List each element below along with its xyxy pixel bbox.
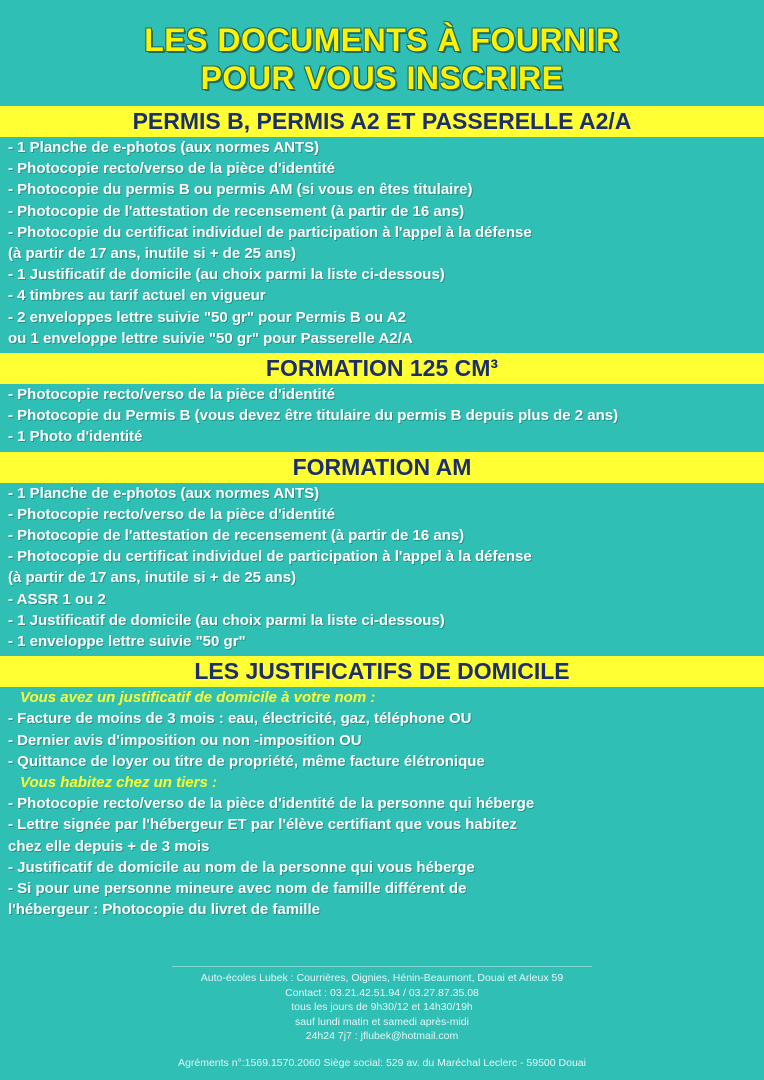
list-item: - Photocopie du permis B ou permis AM (si vous en êtes titulaire) <box>8 181 473 199</box>
list-item: - ASSR 1 ou 2 <box>8 590 106 608</box>
list-item: - Photocopie de l'attestation de recensement (à partir de 16 ans) <box>8 202 465 220</box>
list-item: - 4 timbres au tarif actuel en vigueur <box>8 287 266 305</box>
list-item: (à partir de 17 ans, inutile si + de 25 ans) <box>8 245 297 263</box>
footer-hours: tous les jours de 9h30/12 et 14h30/19h <box>291 1001 473 1013</box>
subheading-own-name: Vous avez un justificatif de domicile à votre nom : <box>20 689 376 707</box>
footer-contact: Contact : 03.21.42.51.94 / 03.27.87.35.08 <box>285 986 479 999</box>
list-item: - Photocopie recto/verso de la pièce d'identité <box>8 160 335 178</box>
list-item: - 1 Justificatif de domicile (au choix parmi la liste ci-dessous) <box>8 266 445 284</box>
footer-schools: Auto-écoles Lubek : Courrières, Oignies, Hénin-Beaumont, Douai et Arleux 59 <box>200 972 564 984</box>
list-item: l'hébergeur : Photocopie du livret de famille <box>8 901 320 919</box>
list-item: - Photocopie recto/verso de la pièce d'identité de la personne qui héberge <box>8 795 535 813</box>
list-item: - Photocopie du certificat individuel de participation à l'appel à la défense <box>8 223 532 241</box>
footer-agrements: Agréments n°:1569.1570.2060 Siège social: 529 av. du Maréchal Leclerc - 59500 Douai <box>178 1056 586 1069</box>
list-item: - 2 enveloppes lettre suivie "50 gr" pour Permis B ou A2 <box>8 308 406 326</box>
list-formation-am <box>0 483 764 653</box>
section-heading-justificatifs: LES JUSTIFICATIFS DE DOMICILE <box>0 656 764 687</box>
list-item: - Photocopie recto/verso de la pièce d'identité <box>8 386 335 404</box>
list-item: - Facture de moins de 3 mois : eau, électricité, gaz, téléphone OU <box>8 710 472 728</box>
list-item: chez elle depuis + de 3 mois <box>8 837 210 855</box>
title-line-2: POUR VOUS INSCRIRE <box>200 60 564 96</box>
section-heading-formation-am: FORMATION AM <box>0 452 764 483</box>
footer-email: 24h24 7j7 : jflubek@hotmail.com <box>305 1030 459 1042</box>
subheading-third-party: Vous habitez chez un tiers : <box>20 774 217 792</box>
list-item: ou 1 enveloppe lettre suivie "50 gr" pour Passerelle A2/A <box>8 329 413 347</box>
footer <box>0 966 764 1070</box>
list-item: - Quittance de loyer ou titre de propriété, même facture élétronique <box>8 752 485 770</box>
list-item: - Photocopie recto/verso de la pièce d'identité <box>8 505 335 523</box>
section-heading-formation-125: FORMATION 125 CM³ <box>0 353 764 384</box>
list-item: - 1 Justificatif de domicile (au choix parmi la liste ci-dessous) <box>8 611 445 629</box>
page-title <box>0 0 764 97</box>
footer-divider <box>172 966 592 967</box>
list-item: (à partir de 17 ans, inutile si + de 25 ans) <box>8 569 297 587</box>
list-item: - Photocopie du certificat individuel de participation à l'appel à la défense <box>8 548 532 566</box>
list-item: - Si pour une personne mineure avec nom de famille différent de <box>8 880 467 898</box>
list-item: - 1 enveloppe lettre suivie "50 gr" <box>8 633 246 651</box>
list-item: - 1 Planche de e-photos (aux normes ANTS) <box>8 139 320 156</box>
footer-hours-exception: sauf lundi matin et samedi après-midi <box>295 1015 469 1028</box>
list-justificatifs <box>0 687 764 920</box>
list-item: - Photocopie de l'attestation de recensement (à partir de 16 ans) <box>8 527 465 545</box>
list-item: - Dernier avis d'imposition ou non -imposition OU <box>8 731 362 749</box>
list-item: - Photocopie du Permis B (vous devez être titulaire du permis B depuis plus de 2 ans) <box>8 407 619 425</box>
list-item: - Lettre signée par l'hébergeur ET par l'élève certifiant que vous habitez <box>8 816 517 834</box>
list-formation-125 <box>0 384 764 448</box>
title-line-1: LES DOCUMENTS À FOURNIR <box>144 22 620 58</box>
list-item: - 1 Photo d'identité <box>8 428 143 446</box>
list-permis <box>0 137 764 349</box>
section-heading-permis: PERMIS B, PERMIS A2 ET PASSERELLE A2/A <box>0 106 764 137</box>
list-item: - Justificatif de domicile au nom de la personne qui vous héberge <box>8 858 475 876</box>
list-item: - 1 Planche de e-photos (aux normes ANTS) <box>8 484 320 502</box>
